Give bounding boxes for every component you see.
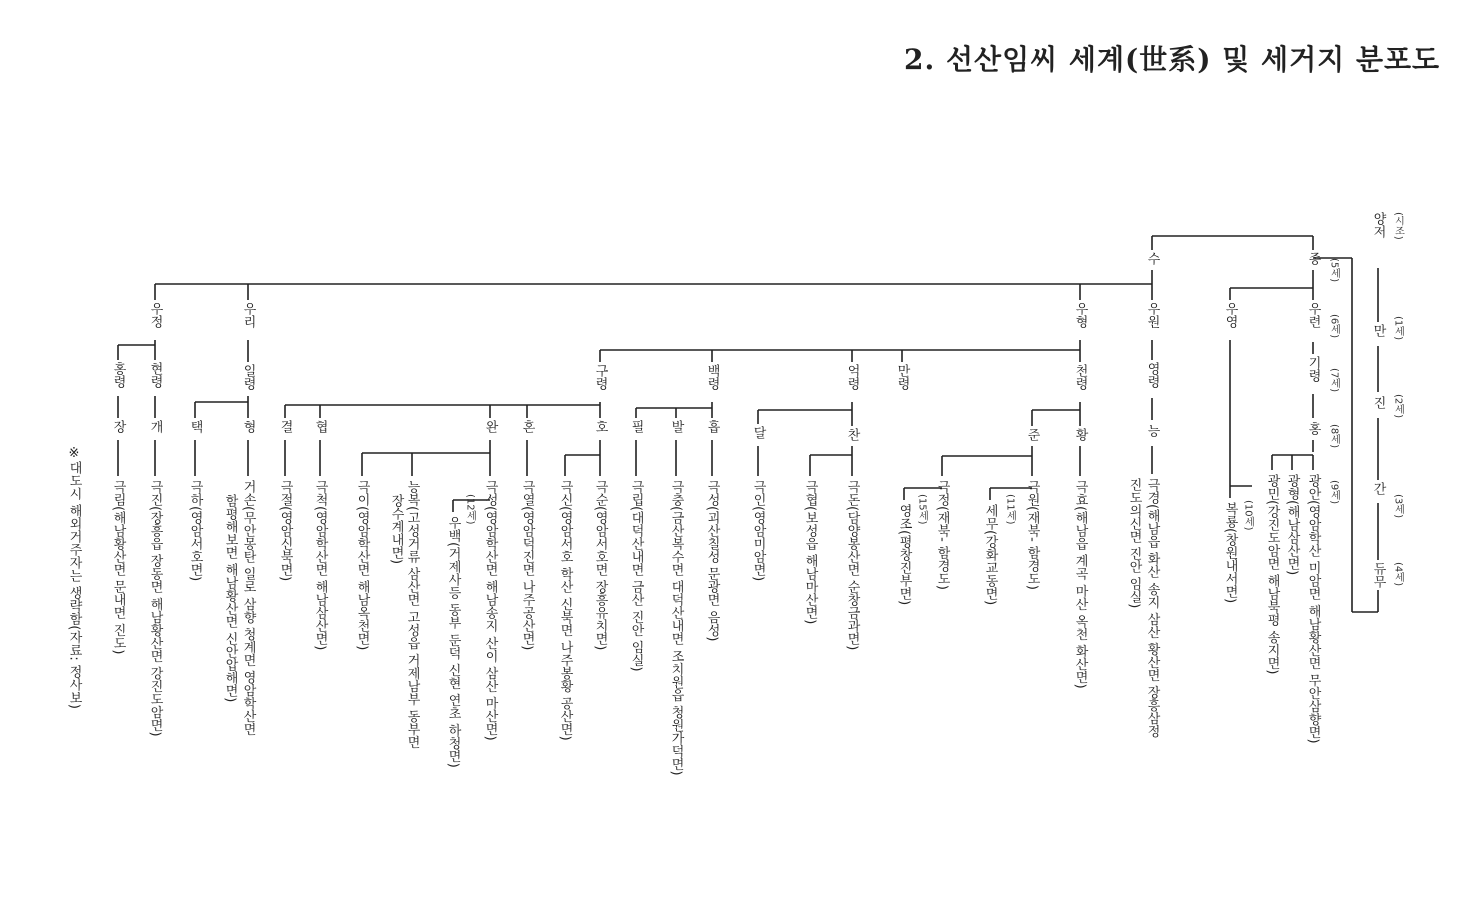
desc-geukson: 극순(영암서호면 장흥유치면) — [592, 480, 608, 651]
desc-geukjeol: 극절(영암신북면) — [277, 480, 293, 582]
node-hyeop: 협 — [312, 420, 328, 433]
desc-geukcheok: 극척(영암학산면 해남삼산면) — [312, 480, 328, 651]
node-su: 수 — [1144, 252, 1160, 265]
gen-label-15: (15세) — [916, 494, 928, 525]
node-jang: 장 — [110, 420, 126, 433]
desc-geukhyeop: 극협(보성읍 해남마산면) — [802, 480, 818, 625]
node-uyeong: 우영 — [1222, 302, 1238, 328]
desc-bongnyong: 복룡(창원내서면) — [1222, 502, 1238, 604]
node-mallyeong: 만령 — [894, 364, 910, 390]
node-dumu: 듀무 — [1370, 562, 1386, 588]
desc-geugin: 극인(영암미암면) — [750, 480, 766, 582]
gen-label-3: (3세) — [1392, 494, 1404, 519]
node-illyeong: 일령 — [240, 364, 256, 390]
generation-markers — [1329, 212, 1405, 586]
desc-semu: 세무(강화교동면) — [982, 504, 998, 606]
node-wan: 완 — [482, 420, 498, 433]
node-heup: 흡 — [704, 420, 720, 433]
node-gyeol: 결 — [277, 420, 293, 433]
node-yeongnyeong: 영령 — [1144, 362, 1160, 388]
desc-geoson-line1: 거손(무안몽탄 일로 삼향 청계면 영암학산면 — [240, 480, 256, 736]
node-jong: 종 — [1305, 252, 1321, 265]
node-jin: 진 — [1370, 396, 1386, 409]
node-uwon: 우원 — [1144, 302, 1160, 328]
desc-geungnim: 극림(해남황산면 문내면 진도) — [110, 480, 126, 655]
node-uryeon: 우련 — [1305, 302, 1321, 328]
desc-yeongjo: 영조(평창진부면) — [896, 504, 912, 606]
desc-geukjin: 극진(장흥읍 장동면 해남황산면 강진도암면) — [147, 480, 163, 737]
gen-label-5: (5세) — [1328, 258, 1340, 283]
gen-label-10: (10세) — [1242, 500, 1254, 531]
node-yangjeo: 양저 — [1370, 212, 1386, 238]
gen-label-11: (11세) — [1004, 494, 1016, 525]
third-level — [111, 419, 1321, 442]
desc-geungnyeol: 극열(영암덕진면 나주공산면) — [519, 480, 535, 651]
node-cheollyeong: 천령 — [1072, 364, 1088, 390]
gen-label-7: (7세) — [1328, 368, 1340, 393]
gen-label-1: (1세) — [1392, 316, 1404, 341]
page-title: 2. 선산임씨 세계(世系) 및 세거지 분포도 — [904, 43, 1441, 76]
node-man: 만 — [1370, 324, 1386, 337]
node-hongnyeong: 홍령 — [110, 362, 126, 388]
node-giryeong: 기령 — [1305, 356, 1321, 382]
desc-geugwon: 극원(재북- 함경도) — [1024, 480, 1040, 590]
desc-gwanghyeong: 광형(해남삼산면) — [1284, 474, 1300, 576]
gen-label-8: (8세) — [1328, 424, 1340, 449]
desc-geukgyeong-line2: 진도의신면 진안 임실) — [1126, 478, 1142, 609]
node-pil: 필 — [628, 420, 644, 433]
node-jun: 준 — [1024, 428, 1040, 441]
gen-label-9: (9세) — [1328, 480, 1340, 505]
gen-label-2: (2세) — [1392, 394, 1404, 419]
desc-ubaek: 우백(거제사등 동부 둔덕 신현 연초 하청면) — [445, 516, 461, 768]
node-bal: 발 — [668, 420, 684, 433]
node-neung: 능 — [1144, 424, 1160, 437]
node-eongnyeong: 억령 — [844, 364, 860, 390]
desc-gwangan: 광안(영암학산 미암면 해남황산면 무안삼향면) — [1305, 474, 1321, 744]
desc-geukdon: 극돈(담양봉산면 순창금과면) — [844, 480, 860, 651]
desc-gwangmin: 광민(강진도암면 해남북평 송지면) — [1264, 474, 1280, 675]
node-guryeong: 구령 — [592, 364, 608, 390]
branch-heads — [148, 302, 1321, 329]
node-ujeong: 우정 — [147, 302, 163, 328]
desc-geukjeong: 극정(재북- 함경도) — [934, 480, 950, 590]
desc-geukgyeong-line1: 극경(해남읍 화산 송지 삼산 황산면 장흥삼정 — [1144, 478, 1160, 738]
desc-neungbok-line1: 능복(고성거류 삼산면 고성읍 거제남부 동부면 — [404, 480, 420, 749]
node-baeknyeong: 백령 — [704, 364, 720, 390]
node-uri: 우리 — [240, 302, 256, 328]
desc-geukhyo: 극효(해남읍 계곡 마산 옥천 화산면) — [1072, 480, 1088, 689]
desc-geukseong-2: 극성(괴산칠성 문광면 음성) — [704, 480, 720, 642]
desc-neungbok-line2: 장수계내면) — [388, 494, 404, 565]
gen-label-4: (4세) — [1392, 562, 1404, 587]
node-chan: 찬 — [844, 428, 860, 441]
gen-label-12: (12세) — [464, 494, 476, 525]
desc-geukchung: 극충(금산복수면 대덕산내면 조치원읍 청원가덕면) — [668, 480, 684, 776]
descendants — [111, 473, 1321, 775]
desc-geoson-line2: 함평해보면 해남황산면 신안압해면) — [222, 494, 238, 703]
desc-geungnip: 극립(대덕산내면 금산 진안 임실) — [628, 480, 644, 672]
node-hyeong: 형 — [240, 420, 256, 433]
node-uhyeong: 우형 — [1072, 302, 1088, 328]
desc-geuksin: 극신(영암서호 학산 신북면 나주봉황 공산면) — [557, 480, 573, 741]
node-gan: 간 — [1370, 482, 1386, 495]
node-taek: 택 — [187, 420, 203, 433]
gen-label-founder: (시조) — [1392, 212, 1404, 240]
desc-geugi: 극이(영암학산면 해남옥천면) — [354, 480, 370, 651]
node-hon: 혼 — [519, 420, 535, 433]
desc-geukha: 극하(영암서호면) — [187, 480, 203, 582]
node-gae: 개 — [147, 420, 163, 433]
node-hwang: 황 — [1072, 428, 1088, 441]
second-level — [111, 355, 1321, 390]
node-dal: 달 — [750, 426, 766, 439]
node-hyeollyeong: 현령 — [147, 362, 163, 388]
desc-geukseong: 극성(영암학산면 해남송지 산이 삼산 마산면) — [482, 480, 498, 741]
node-ho: 호 — [592, 420, 608, 433]
connector-lines — [118, 236, 1378, 612]
node-hong: 홍 — [1305, 422, 1321, 435]
footnote: ※대도시 해외거주자는 생략함(자료: 정사보) — [66, 446, 82, 709]
gen-label-6: (6세) — [1328, 314, 1340, 339]
